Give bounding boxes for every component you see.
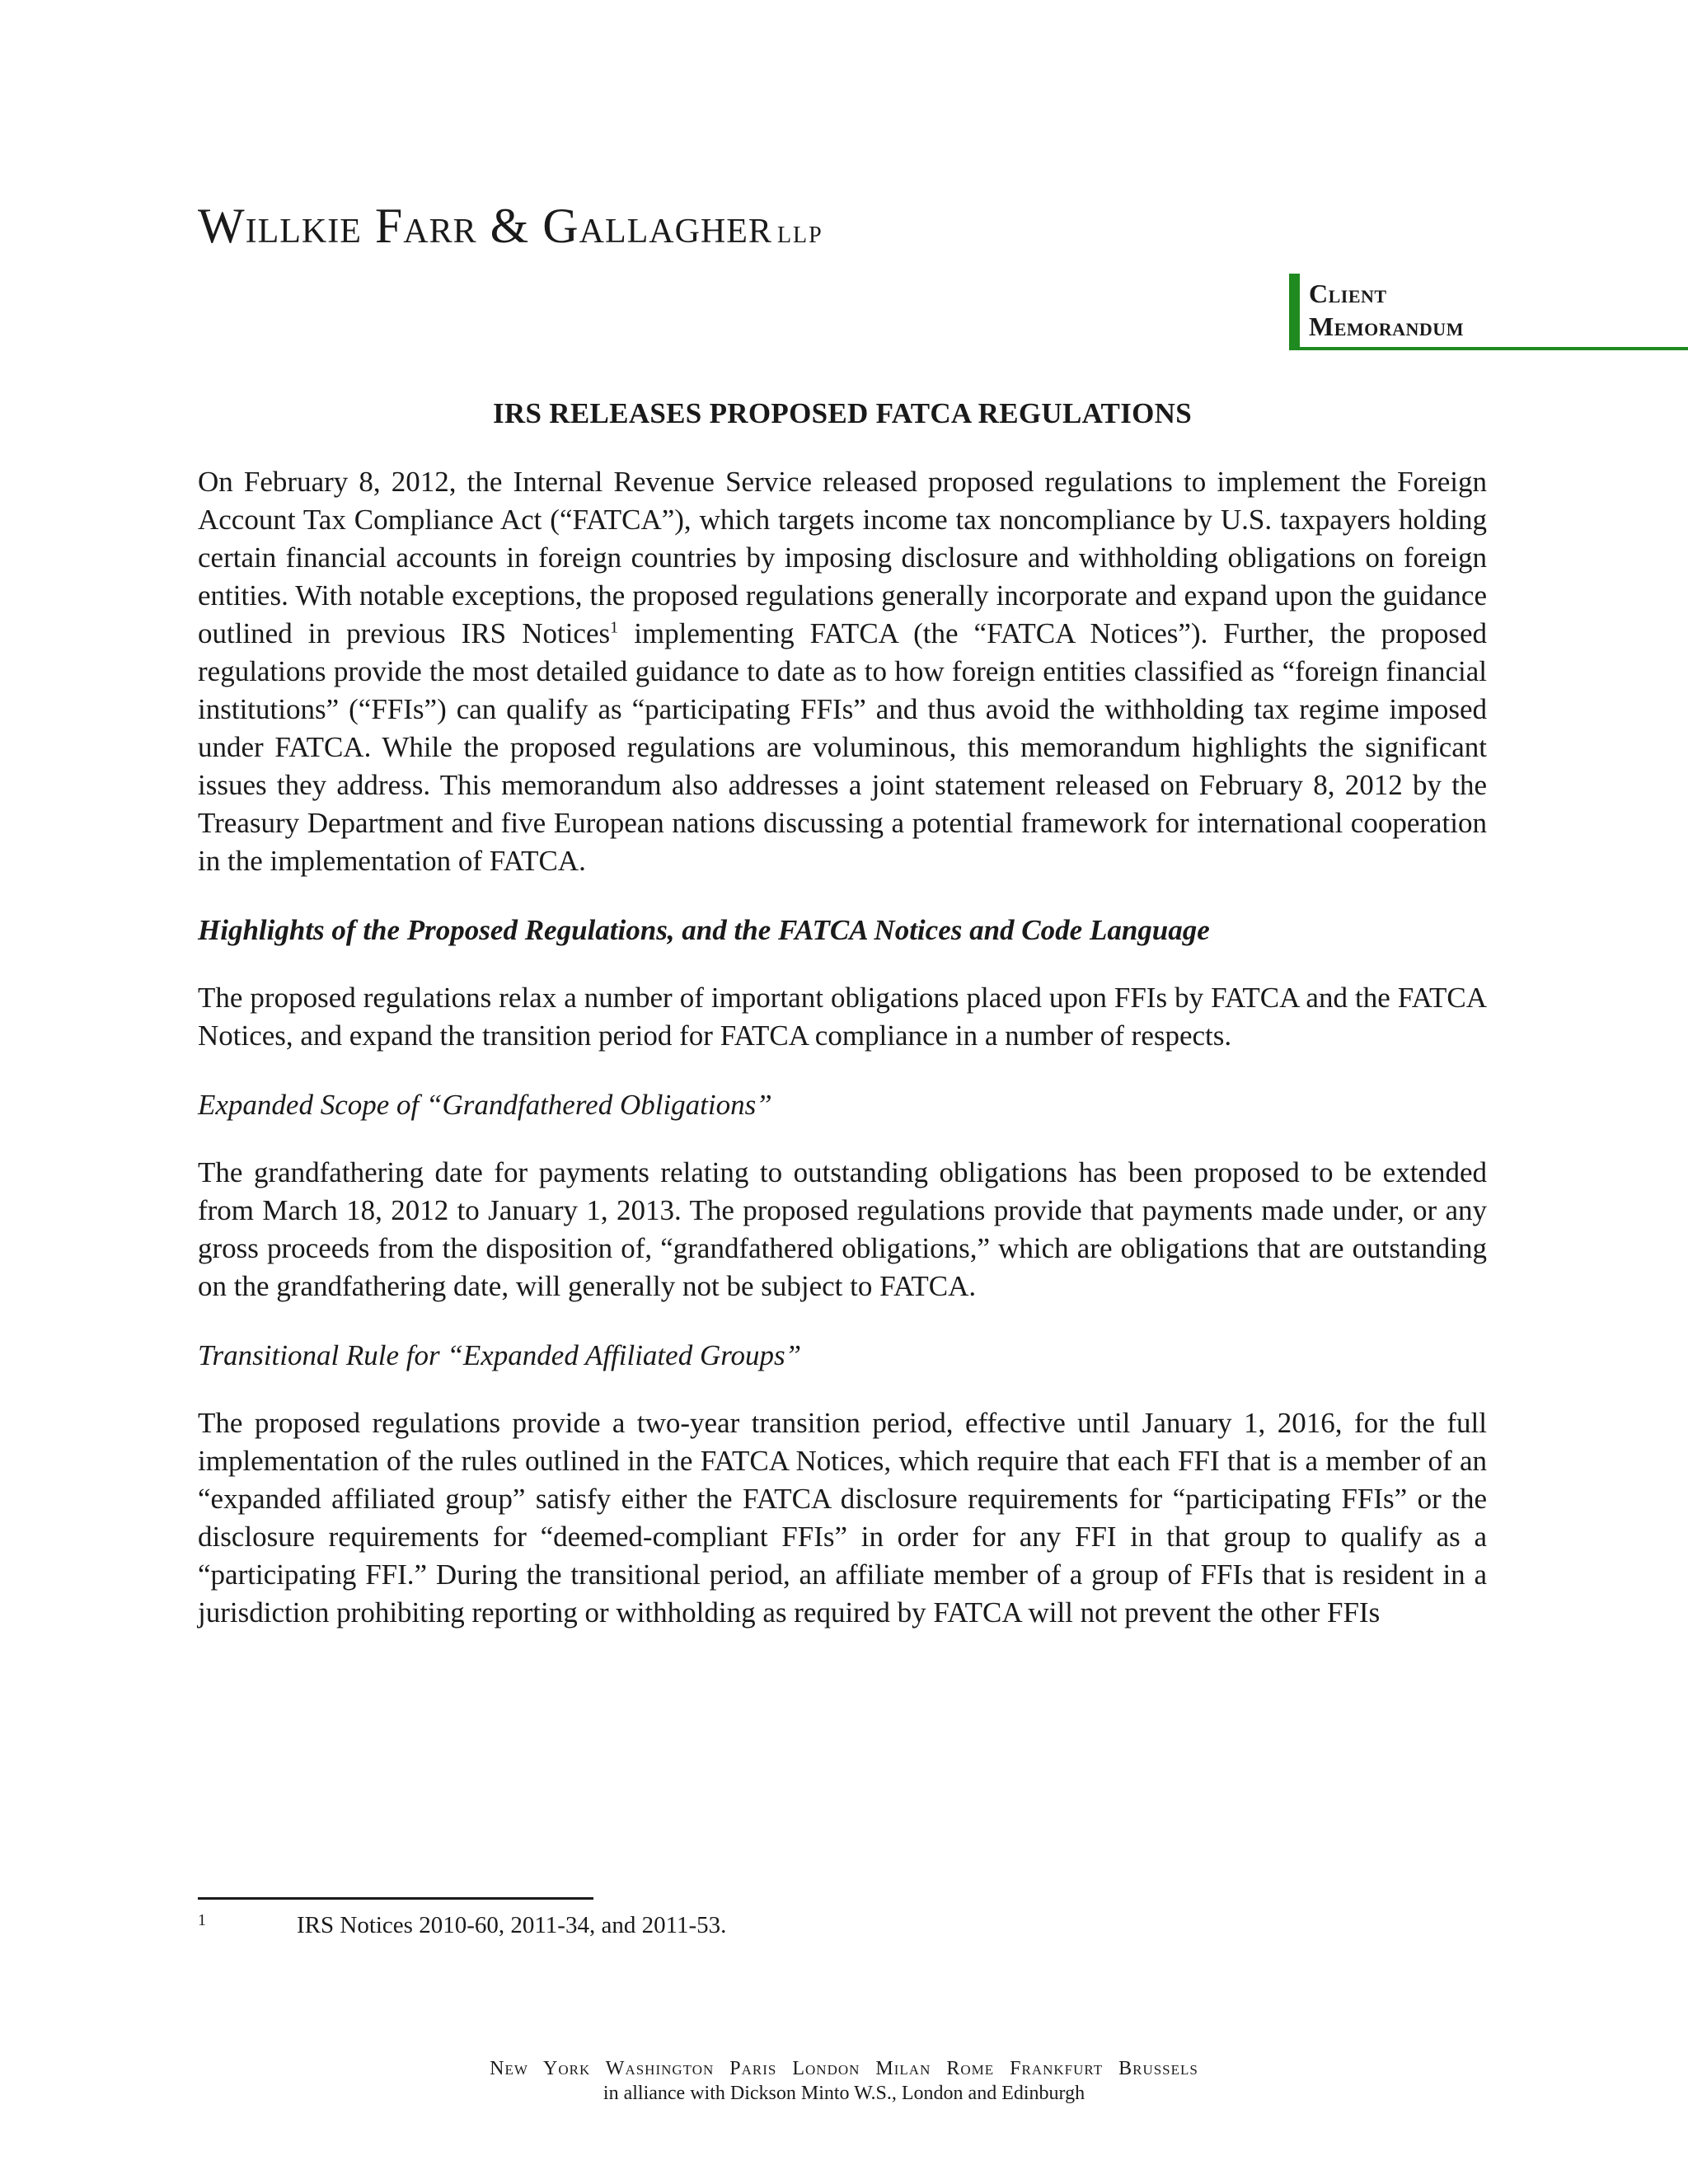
intro-text-part1: On February 8, 2012, the Internal Revenue Service released proposed regulations to implement the Foreign Account Tax Compliance Act (“FATCA”), which targets income tax noncompliance by U.S. taxpayers holding certain financial accounts in foreign countries by imposing disclosure and withholding obligations on foreign entities. With notable exceptions, the proposed regulations generally incorporate and expand upon the guidance outlined in previous IRS Notices	[198, 466, 1487, 649]
memo-tag-text	[1309, 277, 1464, 343]
memo-accent-bar	[1289, 274, 1300, 349]
memo-accent-rule	[1289, 347, 1688, 350]
memo-tag-line2: Memorandum	[1309, 312, 1464, 341]
office-footer	[0, 2056, 1688, 2106]
intro-paragraph	[198, 463, 1487, 880]
section1-heading: Highlights of the Proposed Regulations, and the FATCA Notices and Code Language	[198, 914, 1210, 946]
office-cities: New York Washington Paris London Milan Rome Frankfurt Brussels	[490, 2058, 1198, 2079]
document-body	[198, 463, 1487, 1632]
alliance-note: in alliance with Dickson Minto W.S., London and Edinburgh	[603, 2083, 1085, 2104]
footnote-number: 1	[198, 1911, 206, 1929]
section2-heading: Expanded Scope of “Grandfathered Obligations”	[198, 1089, 772, 1121]
section3-heading: Transitional Rule for “Expanded Affiliated Groups”	[198, 1339, 802, 1371]
section3-paragraph: The proposed regulations provide a two-year transition period, effective until January 1, 2016, for the full implementation of the rules outlined in the FATCA Notices, which require that each FFI that is a member of an “expanded affiliated group” satisfy either the FATCA disclosure requirements for “participating FFIs” or the disclosure requirements for “deemed-compliant FFIs” in order for any FFI in that group to qualify as a “participating FFI.” During the transitional period, an affiliate member of a group of FFIs that is resident in a jurisdiction prohibiting reporting or withholding as required by FATCA will not prevent the other FFIs	[198, 1407, 1487, 1629]
footnote-separator	[198, 1897, 593, 1900]
firm-logo-suffix: LLP	[776, 223, 823, 248]
document-title: IRS RELEASES PROPOSED FATCA REGULATIONS	[493, 397, 1192, 429]
section2-paragraph: The grandfathering date for payments relating to outstanding obligations has been proposed to be extended from March 18, 2012 to January 1, 2013. The proposed regulations provide that payments made under, or any gross proceeds from the disposition of, “grandfathered obligations,” which are obligations that are outstanding on the grandfathering date, will generally not be subject to FATCA.	[198, 1156, 1487, 1302]
section1-paragraph: The proposed regulations relax a number of important obligations placed upon FFIs by FATCA and the FATCA Notices, and expand the transition period for FATCA compliance in a number of respects.	[198, 982, 1487, 1052]
intro-text-part2: implementing FATCA (the “FATCA Notices”). Further, the proposed regulations provide the most detailed guidance to date as to how foreign entities classified as “foreign financial institutions” (“FFIs”) can qualify as “participating FFIs” and thus avoid the withholding tax regime imposed under FATCA. While the proposed regulations are voluminous, this memorandum highlights the significant issues they address. This memorandum also addresses a joint statement released on February 8, 2012 by the Treasury Department and five European nations discussing a potential framework for international cooperation in the implementation of FATCA.	[198, 617, 1487, 877]
footnote-text: IRS Notices 2010-60, 2011-34, and 2011-53.	[297, 1912, 727, 1938]
client-memorandum-tag	[1289, 274, 1688, 349]
footnote-ref: 1	[610, 618, 619, 637]
firm-logo	[198, 198, 823, 255]
firm-logo-name: Willkie Farr & Gallagher	[198, 199, 772, 253]
memo-tag-line1: Client	[1309, 279, 1387, 308]
